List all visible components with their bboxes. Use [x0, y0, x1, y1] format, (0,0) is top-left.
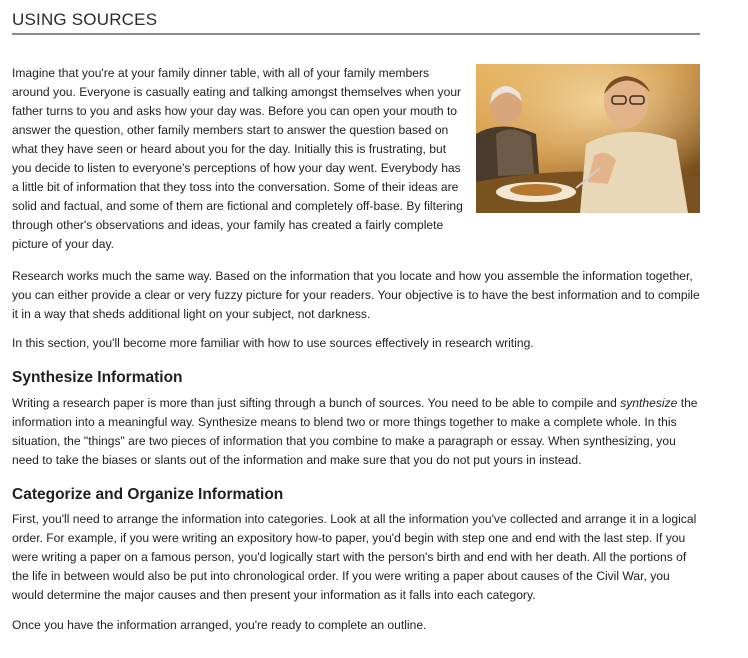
section-paragraph: In this section, you'll become more familiar with how to use sources effectively in research writing. [12, 336, 534, 350]
categorize-paragraph: First, you'll need to arrange the information into categories. Look at all the information you've collected and arrange it in a logical order. For example, if you were writing an expository how-to paper, you'd begin with step one and end with the last step. If you were writing a paper on a famous person, you'd logically start with the person's birth and end with her death. All the portions of the life in between would also be put into chronological order. If you were writing a paper about causes of the Civil War, you would determine the major causes and then present your information as it falls into each category. [12, 512, 697, 602]
synthesize-paragraph [12, 394, 700, 470]
intro-section [12, 64, 700, 254]
synthesize-text-before: Writing a research paper is more than just sifting through a bunch of sources. You need to be able to compile and [12, 396, 621, 410]
closing-paragraph: Once you have the information arranged, you're ready to complete an outline. [12, 618, 427, 632]
research-paragraph: Research works much the same way. Based on the information that you locate and how you assemble the information together, you can either provide a clear or very fuzzy picture for your readers. Your objective is to have the best information and to compile it in a way that sheds additional light on your subject, not darkness. [12, 269, 700, 321]
synthesize-text-after: the information into a meaningful way. Synthesize means to blend two or more things together to make a complete whole. In this situation, the "things" are two pieces of information that you combine to make a paragraph or essay. When synthesizing, you need to take the biases or slants out of the information and make sure that you do not put yours in instead. [12, 396, 698, 467]
categorize-heading: Categorize and Organize Information [12, 486, 284, 503]
synthesize-emphasis: synthesize [620, 396, 678, 410]
page-title: USING SOURCES [12, 0, 700, 35]
intro-paragraph: Imagine that you're at your family dinner table, with all of your family members around you. Everyone is casually eating and talking amongst themselves when your father turns to you and asks how your day was. Before you can open your mouth to answer the question, other family members start to answer the question based on what they have seen or heard about you for the day. Initially this is frustrating, but you decide to listen to everyone's perceptions of how your day went. Everybody has a little bit of information that they toss into the conversation. Some of their ideas are solid and factual, and some of them are fictional and completely off-base. By filtering through other's observations and ideas, your family has created a fairly complete picture of your day. [12, 66, 463, 251]
family-dinner-photo [476, 64, 700, 213]
content-body [12, 267, 700, 635]
synthesize-heading: Synthesize Information [12, 369, 183, 386]
